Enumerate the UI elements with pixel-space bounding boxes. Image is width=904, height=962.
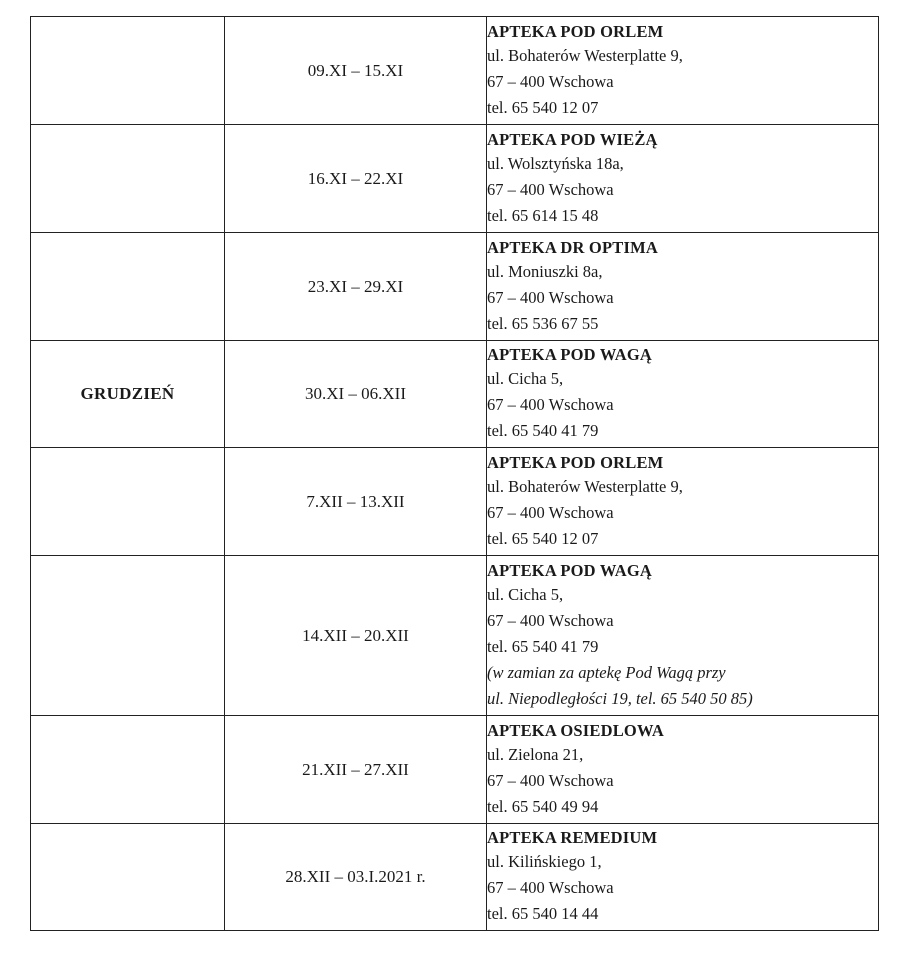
pharmacy-city: 67 – 400 Wschowa	[487, 878, 614, 897]
pharmacy-duty-table	[30, 16, 879, 931]
date-range-cell: 14.XII – 20.XII	[225, 556, 487, 716]
pharmacy-name: APTEKA POD WAGĄ	[487, 345, 652, 364]
pharmacy-phone: tel. 65 540 12 07	[487, 97, 599, 117]
pharmacy-city: 67 – 400 Wschowa	[487, 179, 614, 199]
pharmacy-cell	[487, 556, 879, 716]
pharmacy-city: 67 – 400 Wschowa	[487, 287, 614, 307]
pharmacy-cell	[487, 17, 879, 125]
date-range-cell: 23.XI – 29.XI	[225, 233, 487, 341]
substitution-note-line-1: (w zamian za aptekę Pod Wagą przy	[487, 662, 726, 682]
pharmacy-phone: tel. 65 540 49 94	[487, 796, 599, 816]
date-range-cell: 28.XII – 03.I.2021 r.	[225, 824, 487, 931]
month-cell	[31, 17, 225, 125]
pharmacy-city: 67 – 400 Wschowa	[487, 502, 614, 522]
pharmacy-name: APTEKA POD ORLEM	[487, 452, 664, 472]
pharmacy-street: ul. Kilińskiego 1,	[487, 852, 602, 871]
pharmacy-name: APTEKA REMEDIUM	[487, 828, 658, 847]
pharmacy-phone: tel. 65 540 14 44	[487, 904, 599, 923]
date-range-cell: 7.XII – 13.XII	[225, 448, 487, 556]
table-row	[31, 125, 879, 233]
pharmacy-street: ul. Cicha 5,	[487, 584, 564, 604]
pharmacy-phone: tel. 65 614 15 48	[487, 205, 599, 225]
pharmacy-street: ul. Zielona 21,	[487, 744, 584, 764]
pharmacy-city: 67 – 400 Wschowa	[487, 610, 614, 630]
pharmacy-phone: tel. 65 540 12 07	[487, 528, 599, 548]
date-range-cell: 21.XII – 27.XII	[225, 716, 487, 824]
pharmacy-cell	[487, 824, 879, 931]
pharmacy-cell	[487, 448, 879, 556]
month-cell	[31, 556, 225, 716]
pharmacy-street: ul. Wolsztyńska 18a,	[487, 153, 624, 173]
table-row	[31, 448, 879, 556]
pharmacy-street: ul. Moniuszki 8a,	[487, 261, 603, 281]
pharmacy-phone: tel. 65 540 41 79	[487, 421, 599, 440]
pharmacy-cell	[487, 716, 879, 824]
month-cell	[31, 448, 225, 556]
pharmacy-city: 67 – 400 Wschowa	[487, 395, 614, 414]
month-cell: GRUDZIEŃ	[31, 341, 225, 448]
table-row	[31, 716, 879, 824]
pharmacy-name: APTEKA POD WAGĄ	[487, 560, 652, 580]
pharmacy-cell	[487, 341, 879, 448]
table-row	[31, 341, 879, 448]
pharmacy-cell	[487, 125, 879, 233]
pharmacy-phone: tel. 65 540 41 79	[487, 636, 599, 656]
table-row	[31, 824, 879, 931]
pharmacy-city: 67 – 400 Wschowa	[487, 770, 614, 790]
pharmacy-name: APTEKA POD WIEŻĄ	[487, 129, 658, 149]
table-row	[31, 17, 879, 125]
pharmacy-name: APTEKA POD ORLEM	[487, 21, 664, 41]
month-cell	[31, 125, 225, 233]
pharmacy-street: ul. Cicha 5,	[487, 369, 564, 388]
month-cell	[31, 824, 225, 931]
substitution-note-line-2: ul. Niepodległości 19, tel. 65 540 50 85)	[487, 688, 753, 708]
pharmacy-street: ul. Bohaterów Westerplatte 9,	[487, 45, 683, 65]
table-row	[31, 233, 879, 341]
pharmacy-street: ul. Bohaterów Westerplatte 9,	[487, 476, 683, 496]
pharmacy-city: 67 – 400 Wschowa	[487, 71, 614, 91]
month-cell	[31, 716, 225, 824]
date-range-cell: 09.XI – 15.XI	[225, 17, 487, 125]
pharmacy-name: APTEKA OSIEDLOWA	[487, 720, 664, 740]
month-cell	[31, 233, 225, 341]
pharmacy-phone: tel. 65 536 67 55	[487, 313, 599, 333]
pharmacy-cell	[487, 233, 879, 341]
pharmacy-name: APTEKA DR OPTIMA	[487, 237, 658, 257]
date-range-cell: 30.XI – 06.XII	[225, 341, 487, 448]
date-range-cell: 16.XI – 22.XI	[225, 125, 487, 233]
table-row	[31, 556, 879, 716]
